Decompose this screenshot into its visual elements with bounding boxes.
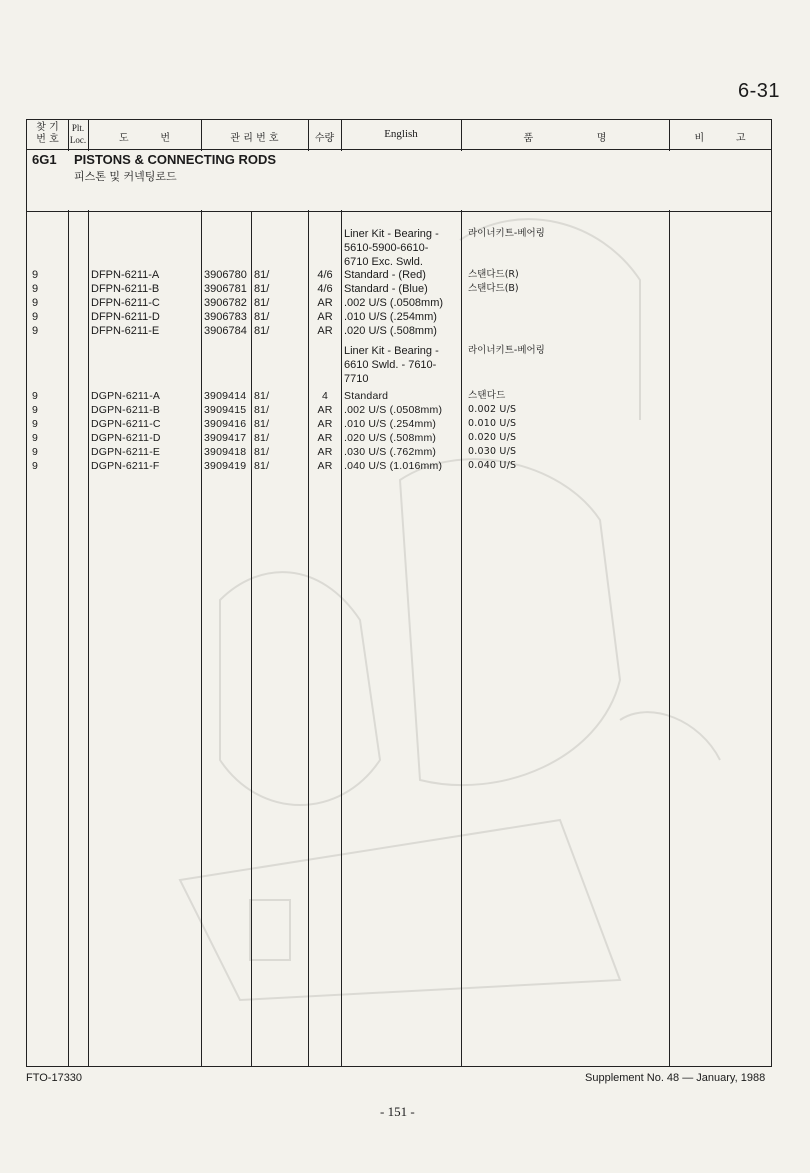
management-number: 3909416 <box>204 418 247 430</box>
part-number: DGPN-6211-F <box>91 460 160 472</box>
korean-description: 스탠다드(R) <box>468 269 519 280</box>
table-row <box>0 445 810 459</box>
table-row <box>0 310 810 324</box>
management-suffix: 81/ <box>254 418 270 430</box>
table-row <box>0 372 810 386</box>
management-suffix: 81/ <box>254 269 270 281</box>
part-number: DFPN-6211-D <box>91 311 160 323</box>
management-suffix: 81/ <box>254 390 270 402</box>
english-description: Standard - (Red) <box>344 269 426 281</box>
part-number: DGPN-6211-E <box>91 446 161 458</box>
korean-description: 스탠다드(B) <box>468 283 519 294</box>
english-description: 7710 <box>344 373 369 385</box>
table-row <box>0 403 810 417</box>
col-subdivider <box>251 211 252 1066</box>
header-drawing-no: 도 번 <box>118 133 171 144</box>
ref-number: 9 <box>32 460 39 472</box>
management-number: 3906782 <box>204 297 247 309</box>
english-description: Liner Kit - Bearing - <box>344 345 439 357</box>
part-number: DGPN-6211-C <box>91 418 161 430</box>
management-number: 3909417 <box>204 432 247 444</box>
management-suffix: 81/ <box>254 283 270 295</box>
section-code: 6G1 <box>32 152 57 167</box>
management-suffix: 81/ <box>254 297 270 309</box>
ref-number: 9 <box>32 418 39 430</box>
section-title-korean: 피스톤 및 커넥팅로드 <box>74 170 177 183</box>
ref-number: 9 <box>32 283 39 295</box>
korean-description: 0.010 U/S <box>468 418 517 429</box>
management-number: 3909419 <box>204 460 247 472</box>
ref-number: 9 <box>32 325 39 337</box>
english-description: .002 U/S (.0508mm) <box>344 404 443 416</box>
korean-description: 스탠다드 <box>468 390 506 401</box>
header-pl-loc: Plt. Loc. <box>69 123 87 145</box>
quantity: AR <box>317 404 333 416</box>
table-row <box>0 227 810 241</box>
quantity: AR <box>317 311 333 323</box>
english-description: .002 U/S (.0508mm) <box>344 297 444 309</box>
part-number: DFPN-6211-A <box>91 269 160 281</box>
part-number: DGPN-6211-A <box>91 390 161 402</box>
page-number: 6-31 <box>738 80 781 102</box>
english-description: .030 U/S (.762mm) <box>344 446 437 458</box>
supplement-note: Supplement No. 48 — January, 1988 <box>585 1072 766 1084</box>
quantity: AR <box>317 297 333 309</box>
management-number: 3909418 <box>204 446 247 458</box>
korean-description: 라이너키트-베어링 <box>468 228 545 239</box>
header-remarks: 비 고 <box>694 133 746 144</box>
table-row <box>0 282 810 296</box>
header-mgmt-no: 관 리 번 호 <box>230 133 279 144</box>
management-suffix: 81/ <box>254 446 270 458</box>
ref-number: 9 <box>32 404 39 416</box>
table-row <box>0 431 810 445</box>
ref-number: 9 <box>32 432 39 444</box>
section-rule <box>27 211 771 212</box>
page-footer-number: - 151 - <box>380 1104 415 1119</box>
table-row <box>0 417 810 431</box>
english-description: .040 U/S (1.016mm) <box>344 460 443 472</box>
quantity: 4/6 <box>317 283 333 295</box>
quantity: 4/6 <box>317 269 333 281</box>
korean-description: 0.002 U/S <box>468 404 517 415</box>
english-description: .020 U/S (.508mm) <box>344 432 437 444</box>
quantity: AR <box>317 325 333 337</box>
header-qty: 수량 <box>314 133 335 144</box>
header-item-name: 품 명 <box>523 133 607 144</box>
table-row <box>0 344 810 358</box>
part-number: DFPN-6211-B <box>91 283 160 295</box>
english-description: Liner Kit - Bearing - <box>344 228 439 240</box>
english-description: .020 U/S (.508mm) <box>344 325 437 337</box>
english-description: .010 U/S (.254mm) <box>344 418 437 430</box>
management-suffix: 81/ <box>254 325 270 337</box>
table-row <box>0 296 810 310</box>
table-row <box>0 389 810 403</box>
header-rule <box>27 149 771 150</box>
table-row <box>0 241 810 255</box>
english-description: 6610 Swld. - 7610- <box>344 359 437 371</box>
header-ref-no: 찾 기 번 호 <box>36 122 59 145</box>
management-suffix: 81/ <box>254 432 270 444</box>
management-number: 3909415 <box>204 404 247 416</box>
management-number: 3906783 <box>204 311 247 323</box>
korean-description: 0.030 U/S <box>468 446 517 457</box>
english-description: Standard <box>344 390 389 402</box>
management-number: 3906784 <box>204 325 247 337</box>
korean-description: 0.040 U/S <box>468 460 517 471</box>
english-description: Standard - (Blue) <box>344 283 428 295</box>
table-row <box>0 268 810 282</box>
quantity: AR <box>317 460 333 472</box>
quantity: 4 <box>321 390 329 402</box>
table-row <box>0 459 810 473</box>
management-number: 3906780 <box>204 269 247 281</box>
ref-number: 9 <box>32 269 39 281</box>
part-number: DFPN-6211-E <box>91 325 160 337</box>
korean-description: 0.020 U/S <box>468 432 517 443</box>
management-number: 3909414 <box>204 390 247 402</box>
quantity: AR <box>317 432 333 444</box>
management-suffix: 81/ <box>254 404 270 416</box>
quantity: AR <box>317 418 333 430</box>
management-suffix: 81/ <box>254 460 270 472</box>
table-row <box>0 255 810 269</box>
part-number: DFPN-6211-C <box>91 297 160 309</box>
ref-number: 9 <box>32 446 39 458</box>
korean-description: 라이너키트-베어링 <box>468 345 545 356</box>
ref-number: 9 <box>32 297 39 309</box>
section-title: PISTONS & CONNECTING RODS <box>74 152 277 167</box>
ref-number: 9 <box>32 311 39 323</box>
part-number: DGPN-6211-D <box>91 432 161 444</box>
english-description: .010 U/S (.254mm) <box>344 311 437 323</box>
table-row <box>0 358 810 372</box>
management-suffix: 81/ <box>254 311 270 323</box>
quantity: AR <box>317 446 333 458</box>
english-description: 6710 Exc. Swld. <box>344 256 423 268</box>
ref-number: 9 <box>32 390 39 402</box>
document-code: FTO-17330 <box>26 1072 83 1084</box>
part-number: DGPN-6211-B <box>91 404 161 416</box>
header-english: English <box>384 128 418 140</box>
management-number: 3906781 <box>204 283 247 295</box>
english-description: 5610-5900-6610- <box>344 242 429 254</box>
table-row <box>0 324 810 338</box>
